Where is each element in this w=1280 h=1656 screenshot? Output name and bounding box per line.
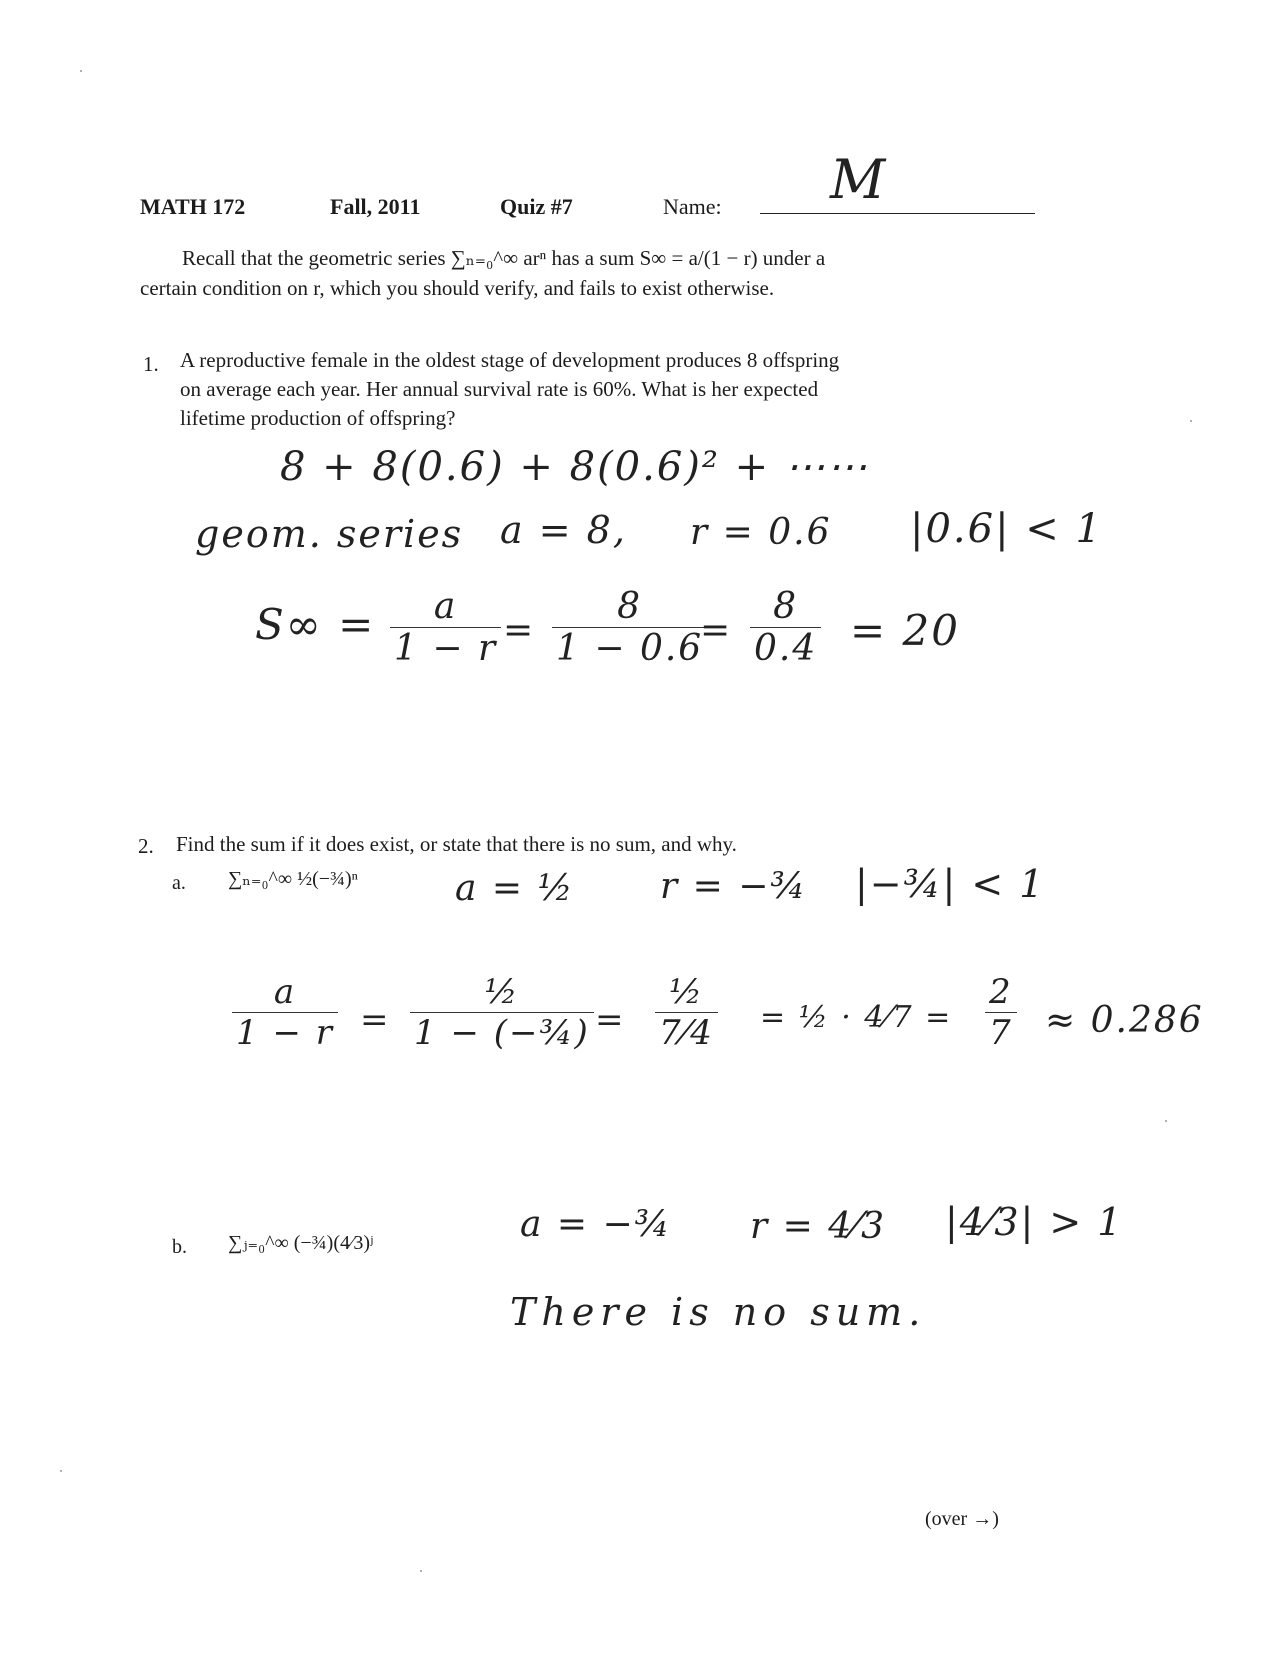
q2a-label: a. — [172, 872, 186, 894]
q2b-conclusion: There is no sum. — [510, 1290, 927, 1334]
q1-work-frac-2 — [552, 586, 707, 669]
q1-frac3-num: 8 — [750, 586, 821, 628]
q1-eq-1: = — [503, 610, 536, 651]
scan-speck — [420, 1570, 422, 1572]
course-label: MATH 172 — [140, 194, 246, 219]
q2a-frac2-num: ½ — [410, 972, 594, 1013]
q2-number: 2. — [138, 834, 154, 858]
q2a-work-condition: |−¾| < 1 — [855, 862, 1046, 906]
q1-work-s-label: S∞ = — [255, 600, 376, 649]
q2-prompt: Find the sum if it does exist, or state that there is no sum, and why. — [176, 832, 737, 856]
q1-work-r: r = 0.6 — [690, 512, 832, 553]
q2a-step-4: = ½ · 4⁄7 = — [760, 1000, 953, 1035]
q1-result: = 20 — [850, 606, 960, 655]
q2b-work-condition: |4⁄3| > 1 — [945, 1200, 1124, 1244]
name-label: Name: — [663, 194, 722, 219]
name-line — [760, 213, 1035, 214]
q2a-eq-1: = — [360, 1000, 391, 1040]
scan-speck — [80, 70, 82, 72]
q1-line-1: A reproductive female in the oldest stage of development produces 8 offspring — [180, 348, 840, 372]
q1-number: 1. — [143, 352, 159, 376]
q1-line-3: lifetime production of offspring? — [180, 406, 456, 430]
q1-frac2-den: 1 − 0.6 — [556, 628, 704, 669]
q2a-frac5-den: 7 — [989, 1013, 1013, 1053]
term-label: Fall, 2011 — [330, 194, 421, 219]
q2a-series: ∑ₙ₌₀^∞ ½(−¾)ⁿ — [228, 868, 358, 890]
q1-work-frac-3 — [750, 586, 821, 669]
q1-eq-2: = — [700, 610, 733, 651]
q2b-label: b. — [172, 1236, 187, 1258]
q1-frac1-den: 1 − r — [394, 628, 498, 669]
q2a-eq-2: = — [595, 1000, 626, 1040]
q1-frac3-den: 0.4 — [754, 628, 818, 669]
q1-work-frac-1 — [390, 586, 501, 669]
q1-work-a: a = 8, — [500, 508, 627, 552]
q2a-frac-2 — [410, 972, 594, 1053]
q2b-series: ∑ⱼ₌₀^∞ (−¾)(4⁄3)ʲ — [228, 1232, 374, 1254]
q2a-frac-5 — [985, 972, 1017, 1053]
scan-speck — [60, 1470, 62, 1472]
q2a-frac1-num: a — [232, 972, 338, 1013]
q1-work-geom-label: geom. series — [195, 512, 464, 556]
q2a-frac3-den: 7⁄4 — [659, 1013, 714, 1053]
q2a-frac2-den: 1 − (−¾) — [414, 1013, 590, 1053]
q2a-frac-1 — [232, 972, 338, 1053]
q2b-work-r: r = 4⁄3 — [750, 1206, 887, 1247]
q2a-frac-3 — [655, 972, 718, 1053]
quiz-label: Quiz #7 — [500, 194, 573, 219]
q2b-work-a: a = −¾ — [520, 1204, 672, 1245]
q2a-frac3-num: ½ — [655, 972, 718, 1013]
scan-speck — [1190, 420, 1192, 422]
q1-frac1-num: a — [390, 586, 501, 628]
q1-work-expansion: 8 + 8(0.6) + 8(0.6)² + ⋯⋯ — [280, 444, 869, 490]
intro-line-2: certain condition on r, which you should verify, and fails to exist otherwise. — [140, 276, 775, 300]
q2a-approx: ≈ 0.286 — [1045, 1000, 1204, 1041]
q2a-work-a: a = ½ — [455, 868, 575, 909]
q2a-work-r: r = −¾ — [660, 866, 808, 907]
handwritten-name: M — [830, 148, 888, 211]
q2a-frac1-den: 1 − r — [236, 1013, 334, 1053]
intro-line-1: Recall that the geometric series ∑ₙ₌₀^∞ arⁿ has a sum S∞ = a/(1 − r) under a — [182, 246, 826, 270]
q1-frac2-num: 8 — [552, 586, 707, 628]
q1-work-condition: |0.6| < 1 — [910, 506, 1103, 552]
scan-speck — [1165, 1120, 1167, 1122]
over-note: (over →) — [925, 1508, 999, 1530]
q1-line-2: on average each year. Her annual survival rate is 60%. What is her expected — [180, 377, 819, 401]
q2a-frac5-num: 2 — [985, 972, 1017, 1013]
